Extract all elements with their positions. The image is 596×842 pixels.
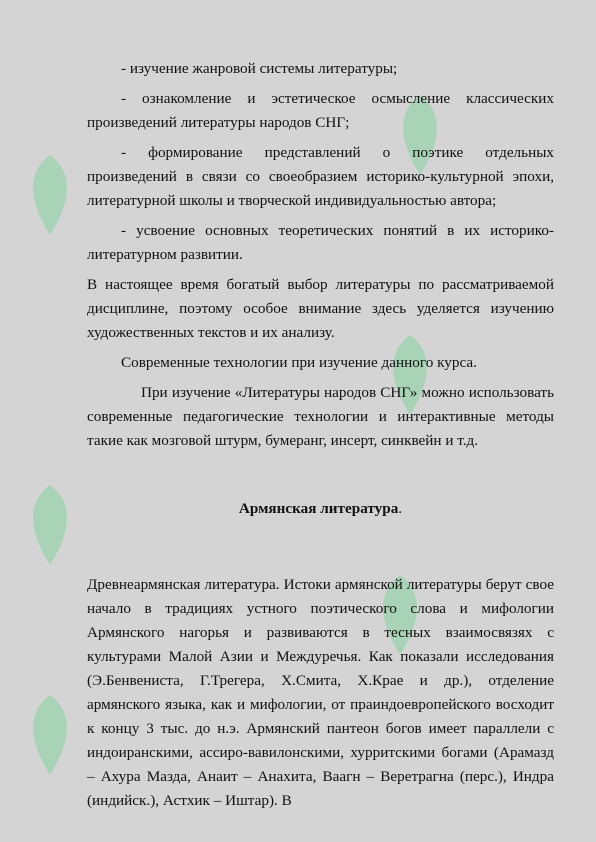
- paragraph: Древнеармянская литература. Истоки армянской литературы берут свое начало в традициях устного поэтического слова и мифологии Армянского нагорья и развиваются в тесных взаимосвязях с культурами Малой Азии и Междуречья. Как показали исследования (Э.Бенвениста, Г.Трегера, Х.Смита, Х.Крае и др.), отделение армянского языка, как и мифологии, от праиндоевропейского восходит к концу 3 тыс. до н.э. Армянский пантеон богов имеет параллели с индоиранскими, ассиро-вавилонскими, хурритскими богами (Арамазд – Ахура Мазда, Анаит – Анахита, Ваагн – Веретрагна (перс.), Индра (индийск.), Астхик – Иштар). В: [87, 576, 554, 809]
- section-heading-dot: .: [398, 500, 403, 517]
- list-item: - формирование представлений о поэтике отдельных произведений в связи со своеобразием историко-культурной эпохи, литературной школы и творческой индивидуальностью автора;: [87, 144, 554, 209]
- watermark-logo-icon: [20, 690, 80, 780]
- section-heading-title: Армянская литература: [238, 500, 399, 517]
- list-item: - усвоение основных теоретических понятий в их историко-литературном развитии.: [87, 222, 554, 263]
- section-heading: [87, 497, 554, 521]
- list-item: - изучение жанровой системы литературы;: [121, 60, 398, 77]
- paragraph: При изучение «Литературы народов СНГ» можно использовать современные педагогические технологии и интерактивные методы такие как мозговой штурм, бумеранг, инсерт, синквейн и т.д.: [87, 384, 554, 449]
- watermark-logo-icon: [20, 480, 80, 570]
- paragraph: Современные технологии при изучение данного курса.: [121, 354, 477, 371]
- watermark-logo-icon: [20, 150, 80, 240]
- list-item: - ознакомление и эстетическое осмысление классических произведений литературы народов СНГ;: [87, 90, 554, 131]
- document-body: [87, 57, 554, 813]
- paragraph: В настоящее время богатый выбор литературы по рассматриваемой дисциплине, поэтому особое внимание здесь уделяется изучению художественных текстов и их анализу.: [87, 276, 554, 341]
